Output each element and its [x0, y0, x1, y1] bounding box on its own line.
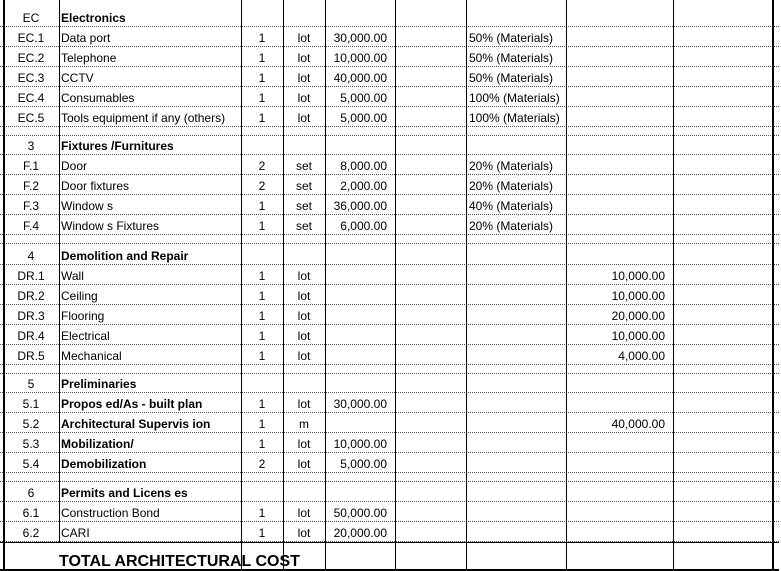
blank-cell[interactable] — [673, 374, 772, 393]
percentage-cell[interactable] — [466, 6, 566, 27]
unit-cell[interactable]: lot — [297, 111, 311, 125]
section-heading-row — [0, 374, 781, 393]
row-divider — [0, 46, 779, 47]
code-cell[interactable]: DR.1 — [17, 269, 45, 283]
quantity-cell[interactable]: 1 — [258, 31, 266, 45]
rate-cell[interactable] — [325, 374, 395, 393]
description-cell[interactable]: Ceiling — [61, 289, 98, 303]
rate-cell[interactable]: 6,000.00 — [340, 219, 387, 233]
amount-cell[interactable] — [566, 107, 673, 127]
blank-cell[interactable] — [395, 6, 466, 27]
row-divider — [0, 373, 779, 374]
blank-cell[interactable] — [673, 27, 772, 47]
description-cell[interactable]: Consumables — [61, 91, 135, 105]
unit-cell[interactable]: lot — [297, 397, 311, 411]
percentage-cell[interactable]: 100% (Materials) — [469, 111, 560, 125]
rate-cell[interactable]: 5,000.00 — [340, 457, 387, 471]
blank-cell[interactable] — [395, 244, 466, 265]
percentage-cell[interactable]: 50% (Materials) — [469, 71, 554, 85]
quantity-cell[interactable]: 1 — [258, 269, 266, 283]
column-divider — [673, 0, 674, 570]
quantity-cell[interactable]: 1 — [258, 51, 266, 65]
row-divider — [0, 86, 779, 87]
description-cell[interactable]: Door fixtures — [61, 179, 130, 193]
row-divider — [0, 501, 779, 502]
amount-cell[interactable] — [566, 87, 673, 107]
percentage-cell[interactable] — [466, 393, 566, 413]
section-heading-row — [0, 482, 781, 502]
quantity-cell[interactable] — [241, 482, 283, 502]
amount-cell[interactable] — [566, 175, 673, 195]
unit-cell[interactable] — [283, 374, 325, 393]
description-cell[interactable]: CARI — [61, 526, 90, 540]
quantity-cell[interactable]: 1 — [258, 289, 266, 303]
percentage-cell[interactable]: 20% (Materials) — [469, 179, 554, 193]
quantity-cell[interactable]: 1 — [258, 111, 266, 125]
unit-cell[interactable]: lot — [297, 309, 311, 323]
percentage-cell[interactable] — [466, 136, 566, 155]
percentage-cell[interactable]: 50% (Materials) — [469, 31, 554, 45]
column-divider — [566, 0, 567, 570]
row-divider — [0, 106, 779, 107]
blank-cell[interactable] — [673, 482, 772, 502]
blank-cell[interactable] — [395, 502, 466, 522]
description-cell[interactable]: Door — [61, 159, 88, 173]
blank-cell[interactable] — [395, 453, 466, 473]
row-divider — [0, 243, 779, 244]
unit-cell[interactable] — [283, 244, 325, 265]
rate-cell[interactable] — [325, 345, 395, 365]
blank-cell[interactable] — [395, 374, 466, 393]
unit-cell[interactable] — [283, 136, 325, 155]
unit-cell[interactable]: lot — [297, 437, 311, 451]
rate-cell[interactable]: 50,000.00 — [333, 506, 387, 520]
row-divider — [0, 412, 779, 413]
percentage-cell[interactable] — [466, 374, 566, 393]
unit-cell[interactable]: m — [299, 417, 309, 431]
blank-cell[interactable] — [673, 502, 772, 522]
quantity-cell[interactable] — [241, 136, 283, 155]
amount-cell[interactable] — [566, 136, 673, 155]
row-divider — [0, 344, 779, 345]
blank-cell[interactable] — [395, 345, 466, 365]
table-row — [0, 155, 781, 175]
amount-cell[interactable]: 10,000.00 — [611, 269, 665, 283]
unit-cell[interactable]: set — [295, 219, 312, 233]
row-divider — [0, 324, 779, 325]
code-cell[interactable]: 3 — [27, 139, 35, 153]
unit-cell[interactable]: set — [295, 159, 312, 173]
table-row — [0, 195, 781, 215]
section-heading-row — [0, 6, 781, 27]
column-divider — [241, 0, 242, 570]
row-divider — [0, 432, 779, 433]
amount-cell[interactable] — [566, 522, 673, 542]
percentage-cell[interactable] — [466, 542, 566, 570]
row-divider — [0, 472, 779, 473]
description-cell[interactable]: TOTAL ARCHITECTURAL COST — [59, 553, 300, 570]
blank-cell[interactable] — [395, 393, 466, 413]
blank-cell[interactable] — [395, 27, 466, 47]
rate-cell[interactable] — [325, 305, 395, 325]
column-divider — [3, 0, 5, 570]
code-cell[interactable]: EC.3 — [17, 71, 45, 85]
code-cell[interactable]: 4 — [27, 249, 35, 263]
section-heading-row — [0, 244, 781, 265]
table-row — [0, 325, 781, 345]
quantity-cell[interactable]: 2 — [258, 159, 266, 173]
blank-cell[interactable] — [673, 195, 772, 215]
quantity-cell[interactable]: 1 — [258, 437, 266, 451]
percentage-cell[interactable] — [466, 502, 566, 522]
unit-cell[interactable]: lot — [297, 457, 311, 471]
description-cell[interactable]: Window s Fixtures — [61, 219, 160, 233]
rate-cell[interactable]: 5,000.00 — [340, 91, 387, 105]
blank-cell[interactable] — [395, 542, 466, 570]
table-row — [0, 47, 781, 67]
unit-cell[interactable]: lot — [297, 289, 311, 303]
blank-cell[interactable] — [673, 413, 772, 433]
quantity-cell[interactable]: 1 — [258, 506, 266, 520]
blank-cell[interactable] — [673, 87, 772, 107]
table-row — [0, 27, 781, 47]
amount-cell[interactable] — [566, 27, 673, 47]
row-divider — [0, 26, 779, 27]
unit-cell[interactable]: lot — [297, 31, 311, 45]
amount-cell[interactable] — [566, 453, 673, 473]
code-cell[interactable]: F.3 — [22, 199, 39, 213]
unit-cell[interactable]: lot — [297, 71, 311, 85]
rate-cell[interactable]: 30,000.00 — [333, 31, 387, 45]
row-divider — [0, 264, 779, 265]
code-cell[interactable]: EC.5 — [17, 111, 45, 125]
table-row — [0, 433, 781, 453]
blank-cell[interactable] — [673, 6, 772, 27]
blank-cell[interactable] — [395, 265, 466, 285]
row-divider — [0, 521, 779, 522]
description-cell[interactable]: Construction Bond — [61, 506, 160, 520]
description-cell[interactable]: Flooring — [61, 309, 105, 323]
column-divider — [59, 0, 60, 542]
blank-cell[interactable] — [395, 87, 466, 107]
table-row — [0, 87, 781, 107]
code-cell[interactable]: EC.4 — [17, 91, 45, 105]
table-row — [0, 215, 781, 235]
quantity-cell[interactable] — [241, 244, 283, 265]
blank-cell[interactable] — [395, 195, 466, 215]
code-cell[interactable]: 6.2 — [22, 526, 40, 540]
description-cell[interactable]: Fixtures /Furnitures — [61, 139, 174, 153]
blank-cell[interactable] — [395, 325, 466, 345]
percentage-cell[interactable] — [466, 413, 566, 433]
rate-cell[interactable] — [325, 285, 395, 305]
row-divider — [0, 452, 779, 453]
description-cell[interactable]: Mechanical — [61, 349, 122, 363]
table-row — [0, 502, 781, 522]
quantity-cell[interactable]: 1 — [258, 91, 266, 105]
rate-cell[interactable]: 10,000.00 — [333, 51, 387, 65]
code-cell[interactable]: 5.1 — [22, 397, 40, 411]
percentage-cell[interactable] — [466, 285, 566, 305]
quantity-cell[interactable]: 1 — [258, 199, 266, 213]
amount-cell[interactable] — [566, 244, 673, 265]
quantity-cell[interactable]: 2 — [258, 179, 266, 193]
row-divider — [0, 194, 779, 195]
blank-cell[interactable] — [673, 325, 772, 345]
blank-cell[interactable] — [395, 285, 466, 305]
column-divider — [283, 0, 284, 570]
blank-cell[interactable] — [673, 67, 772, 87]
row-divider — [0, 304, 779, 305]
percentage-cell[interactable]: 50% (Materials) — [469, 51, 554, 65]
table-row — [0, 265, 781, 285]
quantity-cell[interactable] — [241, 6, 283, 27]
code-cell[interactable]: DR.3 — [17, 309, 45, 323]
description-cell[interactable]: Architectural Supervis ion — [61, 417, 211, 431]
code-cell[interactable]: F.1 — [22, 159, 39, 173]
amount-cell[interactable]: 4,000.00 — [618, 349, 665, 363]
code-cell[interactable]: 5.2 — [22, 417, 40, 431]
percentage-cell[interactable] — [466, 433, 566, 453]
unit-cell[interactable]: lot — [297, 526, 311, 540]
table-row — [0, 67, 781, 87]
percentage-cell[interactable] — [466, 522, 566, 542]
blank-cell[interactable] — [673, 345, 772, 365]
row-divider — [0, 66, 779, 67]
blank-cell[interactable] — [395, 215, 466, 235]
description-cell[interactable]: Tools equipment if any (others) — [61, 111, 226, 125]
column-divider — [772, 0, 774, 570]
blank-cell[interactable] — [395, 522, 466, 542]
code-cell[interactable]: 6.1 — [22, 506, 40, 520]
code-cell[interactable]: 5 — [27, 377, 35, 391]
amount-cell[interactable]: 10,000.00 — [611, 289, 665, 303]
amount-cell[interactable] — [566, 374, 673, 393]
description-cell[interactable]: Electrical — [61, 329, 110, 343]
code-cell[interactable]: EC.1 — [17, 31, 45, 45]
description-cell[interactable]: Wall — [61, 269, 84, 283]
amount-cell[interactable] — [566, 6, 673, 27]
percentage-cell[interactable]: 40% (Materials) — [469, 199, 554, 213]
percentage-cell[interactable] — [466, 265, 566, 285]
table-row — [0, 413, 781, 433]
row-divider — [0, 234, 779, 235]
blank-cell[interactable] — [395, 433, 466, 453]
blank-cell[interactable] — [395, 175, 466, 195]
code-cell[interactable] — [3, 542, 59, 570]
quantity-cell[interactable]: 1 — [258, 417, 266, 431]
rate-cell[interactable]: 2,000.00 — [340, 179, 387, 193]
row-divider — [0, 392, 779, 393]
blank-cell[interactable] — [673, 175, 772, 195]
blank-cell[interactable] — [395, 47, 466, 67]
quantity-cell[interactable]: 1 — [258, 309, 266, 323]
quantity-cell[interactable]: 1 — [258, 219, 266, 233]
description-cell[interactable]: Data port — [61, 31, 111, 45]
row-divider — [0, 135, 779, 136]
unit-cell[interactable]: lot — [297, 91, 311, 105]
row-divider — [0, 481, 779, 482]
quantity-cell[interactable]: 1 — [258, 397, 266, 411]
blank-cell[interactable] — [395, 107, 466, 127]
quantity-cell[interactable] — [241, 374, 283, 393]
row-divider — [0, 364, 779, 365]
percentage-cell[interactable] — [466, 244, 566, 265]
row-divider — [0, 154, 779, 155]
rate-cell[interactable] — [325, 244, 395, 265]
rate-cell[interactable]: 36,000.00 — [333, 199, 387, 213]
column-divider — [466, 0, 467, 570]
code-cell[interactable]: DR.5 — [17, 349, 45, 363]
amount-cell[interactable] — [566, 433, 673, 453]
quantity-cell[interactable]: 1 — [258, 526, 266, 540]
table-row — [0, 305, 781, 325]
code-cell[interactable]: F.2 — [22, 179, 39, 193]
unit-cell[interactable]: lot — [297, 349, 311, 363]
blank-cell[interactable] — [395, 155, 466, 175]
rate-cell[interactable] — [325, 6, 395, 27]
blank-cell[interactable] — [673, 265, 772, 285]
table-row — [0, 107, 781, 127]
amount-cell[interactable] — [566, 482, 673, 502]
column-divider — [325, 0, 326, 570]
row-divider — [0, 126, 779, 127]
unit-cell[interactable]: set — [295, 179, 312, 193]
quantity-cell[interactable]: 1 — [258, 71, 266, 85]
rate-cell[interactable]: 5,000.00 — [340, 111, 387, 125]
rate-cell[interactable]: 8,000.00 — [340, 159, 387, 173]
table-row — [0, 522, 781, 542]
description-cell[interactable]: Permits and Licens es — [61, 486, 188, 500]
code-cell[interactable]: EC — [22, 11, 40, 25]
code-cell[interactable]: DR.4 — [17, 329, 45, 343]
amount-cell[interactable]: 20,000.00 — [611, 309, 665, 323]
blank-cell[interactable] — [395, 136, 466, 155]
blank-cell[interactable] — [673, 453, 772, 473]
amount-cell[interactable] — [566, 393, 673, 413]
description-cell[interactable]: Mobilization/ — [61, 437, 134, 451]
description-cell[interactable]: CCTV — [61, 71, 94, 85]
blank-cell[interactable] — [395, 305, 466, 325]
blank-cell[interactable] — [673, 47, 772, 67]
rate-cell[interactable] — [325, 136, 395, 155]
unit-cell[interactable]: lot — [297, 51, 311, 65]
code-cell[interactable]: EC.2 — [17, 51, 45, 65]
amount-cell[interactable] — [566, 195, 673, 215]
rate-cell[interactable]: 40,000.00 — [333, 71, 387, 85]
percentage-cell[interactable] — [466, 305, 566, 325]
quantity-cell[interactable]: 1 — [258, 329, 266, 343]
code-cell[interactable]: 5.4 — [22, 457, 40, 471]
blank-cell[interactable] — [673, 542, 772, 570]
row-divider — [0, 214, 779, 215]
code-cell[interactable]: DR.2 — [17, 289, 45, 303]
amount-cell[interactable] — [566, 215, 673, 235]
row-divider — [0, 284, 779, 285]
description-cell[interactable]: Window s — [61, 199, 114, 213]
unit-cell[interactable]: lot — [297, 329, 311, 343]
amount-cell[interactable] — [566, 542, 673, 570]
table-row — [0, 175, 781, 195]
table-row — [0, 393, 781, 413]
blank-cell[interactable] — [673, 305, 772, 325]
description-cell[interactable]: Telephone — [61, 51, 117, 65]
unit-cell[interactable]: lot — [297, 269, 311, 283]
rate-cell[interactable] — [325, 325, 395, 345]
percentage-cell[interactable]: 100% (Materials) — [469, 91, 560, 105]
unit-cell[interactable] — [283, 482, 325, 502]
blank-cell[interactable] — [673, 522, 772, 542]
code-cell[interactable]: F.4 — [22, 219, 39, 233]
rate-cell[interactable]: 10,000.00 — [333, 437, 387, 451]
section-heading-row — [0, 136, 781, 155]
table-row — [0, 285, 781, 305]
table-row — [0, 345, 781, 365]
unit-cell[interactable]: lot — [297, 506, 311, 520]
description-cell[interactable]: Demolition and Repair — [61, 249, 189, 263]
blank-cell[interactable] — [673, 215, 772, 235]
percentage-cell[interactable]: 20% (Materials) — [469, 219, 554, 233]
quantity-cell[interactable]: 2 — [258, 457, 266, 471]
blank-cell[interactable] — [673, 393, 772, 413]
description-cell[interactable]: Propos ed/As - built plan — [61, 397, 203, 411]
code-cell[interactable]: 5.3 — [22, 437, 40, 451]
description-cell[interactable]: Demobilization — [61, 457, 147, 471]
percentage-cell[interactable] — [466, 345, 566, 365]
percentage-cell[interactable]: 20% (Materials) — [469, 159, 554, 173]
rate-cell[interactable]: 30,000.00 — [333, 397, 387, 411]
amount-cell[interactable]: 40,000.00 — [611, 417, 665, 431]
blank-cell[interactable] — [673, 285, 772, 305]
percentage-cell[interactable] — [466, 482, 566, 502]
description-cell[interactable]: Electronics — [61, 11, 126, 25]
amount-cell[interactable] — [566, 155, 673, 175]
percentage-cell[interactable] — [466, 325, 566, 345]
row-divider — [0, 174, 779, 175]
amount-cell[interactable] — [566, 502, 673, 522]
blank-cell[interactable] — [395, 482, 466, 502]
blank-cell[interactable] — [395, 413, 466, 433]
quantity-cell[interactable]: 1 — [258, 349, 266, 363]
rate-cell[interactable] — [325, 413, 395, 433]
blank-cell[interactable] — [673, 155, 772, 175]
table-row — [0, 453, 781, 473]
rate-cell[interactable]: 20,000.00 — [333, 526, 387, 540]
blank-cell[interactable] — [673, 433, 772, 453]
blank-cell[interactable] — [673, 136, 772, 155]
code-cell[interactable]: 6 — [27, 486, 35, 500]
total-row — [0, 542, 781, 570]
rate-cell[interactable] — [325, 265, 395, 285]
unit-cell[interactable] — [283, 6, 325, 27]
percentage-cell[interactable] — [466, 453, 566, 473]
amount-cell[interactable] — [566, 47, 673, 67]
column-divider — [395, 0, 396, 570]
blank-cell[interactable] — [673, 244, 772, 265]
rate-cell[interactable] — [325, 482, 395, 502]
blank-cell[interactable] — [673, 107, 772, 127]
amount-cell[interactable]: 10,000.00 — [611, 329, 665, 343]
unit-cell[interactable]: set — [295, 199, 312, 213]
description-cell[interactable]: Preliminaries — [61, 377, 137, 391]
blank-cell[interactable] — [395, 67, 466, 87]
amount-cell[interactable] — [566, 67, 673, 87]
